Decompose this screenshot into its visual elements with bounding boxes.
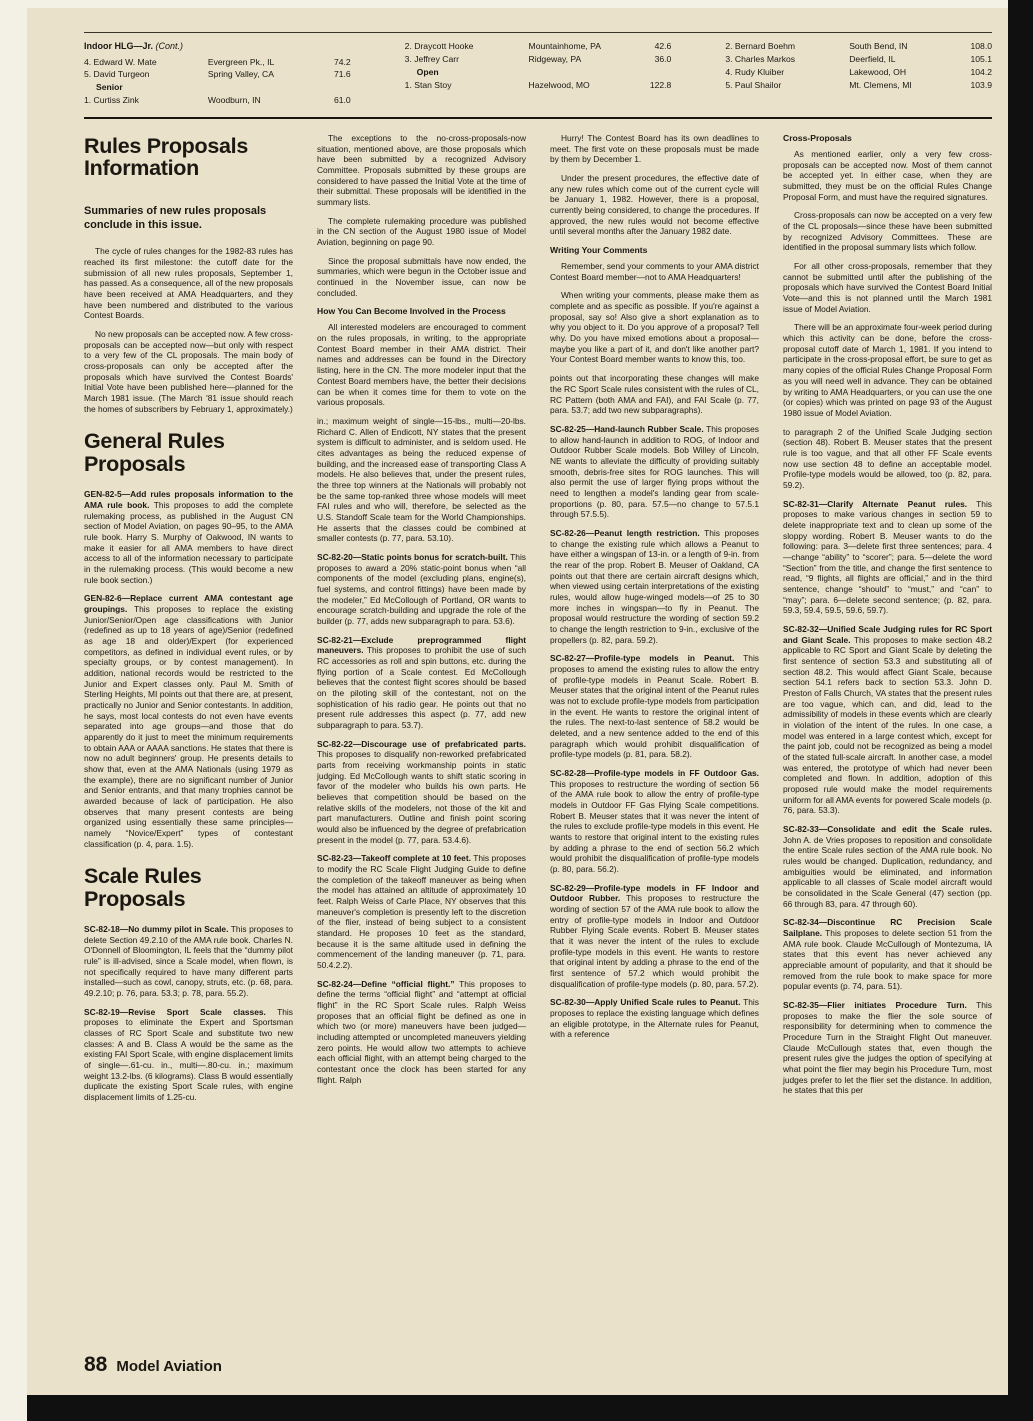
- proposal-text: This proposes to modify the RC Scale Flight Judging Guide to define the completion of the takeoff maneuver as being when the model has attained an altitude of approximately 10 feet. Ralph Weiss of Carle Place, NY observes that this maneuver's completion is presently left to the discretion of the flier, instead of being subject to a consistent standard. He proposes 10 feet as the standard, because it is the same altitude used in defining the commencement of the landing maneuver (p. 71, para. 50.4.2.2).: [317, 853, 526, 971]
- proposal-id: SC-82-35—Flier initiates Procedure Turn.: [783, 1000, 967, 1011]
- results-heading-text: Indoor HLG—Jr.: [84, 41, 154, 51]
- page-content: [27, 8, 1008, 1345]
- proposal-text: This proposes to award a 20% static-point bonus when “all components of the model (excluding plans, engine(s), fuel systems, and control fittings) have been made by the modeler,” Ed McCollough of Portland, OR wants to encourage scratch-building and upgrade the role of the builder (p. 77, adds new subparagraph to para. 53.6).: [317, 551, 526, 626]
- page-footer: [84, 1353, 222, 1377]
- competitor-name: 5. Paul Shailor: [725, 79, 782, 90]
- competitor-name: 2. Bernard Boehm: [725, 41, 796, 51]
- proposal-id: SC-82-23—Takeoff complete at 10 feet.: [317, 853, 471, 864]
- competitor-location: Deerfield, IL: [849, 53, 896, 64]
- proposal-item: [783, 917, 992, 992]
- competitor-location: Lakewood, OH: [849, 66, 907, 77]
- proposal-item: [550, 883, 759, 990]
- proposal-text: This proposes to disqualify non-reworked prefabricated parts from receiving workmanship points in static judging. Ed McCollough wants to shift static scoring in favor of the modeler who builds his own parts. He believes that competition should be based on the relative skills of the modelers, not those of the kit and part manufacturers. Outline and finish point scoring would also be influenced by the degree of prefabrication present in the model (p. 77, para. 53.4.6).: [317, 749, 526, 845]
- proposal-item: [84, 593, 293, 849]
- competitor-location: Spring Valley, CA: [207, 69, 274, 80]
- proposal-item: [317, 979, 526, 1086]
- intro-paragraph: Hurry! The Contest Board has its own deadlines to meet. The first vote on these proposals must be made by them by December 1.: [550, 133, 759, 165]
- article-deck: Summaries of new rules proposals conclude in this issue.: [84, 204, 267, 232]
- proposal-text: This proposes to allow hand-launch in addition to ROG, of Indoor and Outdoor Rubber Scale models. Bob Willey of Lincoln, NE wants to alleviate the difficulty of providing suitably smooth, debris-free sites for ROG launches. This will also permit the use of larger flying props without the need to lengthen a model's landing gear from scale-proportions (p. 80, para. 57.5—no change to 57.5.1 through 57.5.5).: [550, 423, 759, 520]
- result-row: [725, 53, 992, 66]
- proposal-continuation: points out that incorporating these changes will make the RC Sport Scale rules consistent with the rules of CL, RC Pattern (both AMA and FAI), and FAI Scale (p. 77, para. 53.7; add two new subparagraphs).: [550, 373, 759, 416]
- intro-paragraph: The complete rulemaking procedure was published in the CN section of the August 1980 issue of Model Aviation, beginning on page 90.: [317, 215, 526, 248]
- proposal-text: This proposes to make section 48.2 applicable to RC Sport and Giant Scale by deleting the first sentence of section 53.3 and substituting all of section 48.2. This would affect Giant Scale, because section 54.1 refers back to section 53.3. John D. Preston of Falls Church, VA states that the present rules are too vague, which can, and did, lead to the admissibility of models in these events which are clearly in violation of the intent of the rules. In one case, a model was entered in a large contest which, except for the paint job, could not be recognized as being a model of the stated full-scale aircraft. In another case, a model was entered, the prototype of which had never been completed and flown. In addition, adoption of this proposed rule would make the model requirements uniform for all AMA events for powered Scale models (p. 76, para. 53.3).: [783, 634, 992, 816]
- results-group-1: [84, 40, 351, 107]
- proposal-item: [783, 1000, 992, 1096]
- title-line: Information: [84, 156, 199, 181]
- column-3: [550, 133, 759, 1345]
- intro-paragraph: The cycle of rules changes for the 1982-83 rules has reached its first milestone: the cutoff date for the submission of all new rules proposals, September 1, has passed. As a consequence, all of the new proposals have been received at AMA Headquarters, and they have been numbered and distributed to the various Contest Boards.: [84, 246, 293, 321]
- proposal-text: This proposes to make various changes in section 59 to delete inappropriate text and to clean up some of the sloppy wording. Robert B. Meuser wants to do the following: para. 3—delete first three sentences; para. 4—change “ability” to “scorer”; para. 5—delete the word “Section” from the title, and change the first sentence to read, “9 flights, all flights are official,” and in the third sentence, change “should” to “must,” and “can” to “may”; para. 6—delete second sentence; (p. 82, para. 59.3, 59.4, 59.5, 59.6, 59.7).: [783, 498, 992, 616]
- top-rule: [84, 32, 992, 33]
- proposal-item: [317, 853, 526, 970]
- competitor-name: 3. Jeffrey Carr: [404, 53, 459, 64]
- intro-paragraph: Under the present procedures, the effective date of any new rules which come out of the current cycle will be January 1, 1982. However, there is a proposal, currently being considered, to change the procedures. If approved, the new rules would not become effective until several months after the January 1982 date.: [550, 173, 759, 237]
- proposal-text: This proposes to replace the existing language which defines an eligible prototype, in the Alternate rules for Peanut, with a reference: [550, 997, 759, 1040]
- proposal-id: SC-82-30—Apply Unified Scale rules to Peanut.: [550, 997, 741, 1008]
- proposal-text: This proposes to make the flier the sole source of responsibility for determining when to commence the Procedure Turn in the Straight Flight Out maneuver. Claude McCullough states that, even though the present rules give the judges the option of specifying at what point the flier may begin his Procedure Turn, most judges prefer to let the flier set the distance. In addition, he states that this per: [783, 1000, 992, 1096]
- proposal-id: GEN-82-5—Add rules proposals information to the AMA rule book.: [84, 489, 293, 510]
- intro-paragraph: As mentioned earlier, only a very few cross-proposals can be accepted now. Most of them cannot be accepted yet. In either case, when they are submitted, they must be on the official Rules Change Proposal Form, and must have the required signatures.: [783, 149, 992, 202]
- results-heading-cont: (Cont.): [155, 41, 184, 51]
- proposal-item: [783, 499, 992, 616]
- proposal-item: [783, 624, 992, 816]
- intro-paragraph: All interested modelers are encouraged to comment on the rules proposals, in writing, to the appropriate Contest Board member in their AMA district. Their names and addresses can be found in the Directory listing, here in the CN. The more modeler input that the Contest Board members have, the better their decisions can be when it comes time for them to vote on the various proposals.: [317, 322, 526, 408]
- proposal-continuation: to paragraph 2 of the Unified Scale Judging section (section 48). Robert B. Meuser states that the present rule is too vague, and that all other FF Scale events now use section 48 to define an acceptable model. Profile-type models would be allowed, too (p. 82, para. 59.2).: [783, 426, 992, 490]
- results-group-2: [405, 40, 672, 107]
- result-row: [725, 40, 992, 53]
- competitor-score: 61.0: [333, 95, 351, 106]
- results-heading: [84, 40, 351, 54]
- proposal-item: [550, 528, 759, 645]
- intro-paragraph: No new proposals can be accepted now. A few cross-proposals can be accepted now—but only with respect to a very few of the CL proposals. The main body of cross-proposals can only be accepted after the proposals which have survived the Contest Boards' Initial Vote have been published here—planned for the March 1981 issue. (The March '81 issue should reach the homes of subscribers by February 1, approximately.): [84, 329, 293, 414]
- intro-paragraph: There will be an approximate four-week period during which this activity can be done, before the cross-proposal cutoff date of March 1, 1981. If you intend to participate in the cross-proposal effort, be sure to get as many copies of the official Rules Change Proposal Form as you will need well in advance. They can be obtained by writing to AMA Headquarters, or you can use the one (or copies) which was printed on page 93 of the August 1980 issue of Model Aviation.: [783, 322, 992, 418]
- proposal-text: This proposes to restructure the wording of section 56 of the AMA rule book to allow the entry of profile-type models in Outdoor FF Gas Flying Scale competitions. Robert B. Meuser states that it was never the intent of the rules to exclude profile-type models in this event. He wants to restore that original intent to the existing rules by adding a phrase to the end of section 56.2 which would prohibit the disqualification of profile-type models (p. 80, para. 56.2).: [550, 778, 759, 875]
- competitor-score: 122.8: [649, 79, 672, 90]
- intro-paragraph: When writing your comments, please make them as complete and as specific as possible. If you're against a proposal, say so! Also give a short explanation as to why you object to it. Do you approve of a proposal? Tell why. Do you have mixed emotions about a proposal—maybe you like a part of it, and don't like another part? Your Contest Board member wants to know this, too.: [550, 290, 759, 365]
- column-1: [84, 133, 293, 1345]
- magazine-page: [27, 8, 1008, 1395]
- section-divider-rule: [84, 117, 992, 119]
- proposal-id: SC-82-31—Clarify Alternate Peanut rules.: [783, 498, 968, 509]
- intro-paragraph: Remember, send your comments to your AMA district Contest Board member—not to AMA Headquarters!: [550, 261, 759, 282]
- title-line: Proposals: [84, 451, 186, 476]
- proposal-id: SC-82-29—Profile-type models in FF Indoor and Outdoor Rubber.: [550, 882, 759, 904]
- competitor-score: 74.2: [333, 56, 351, 67]
- proposal-item: [317, 635, 526, 731]
- intro-paragraph: Since the proposal submittals have now ended, the summaries, which were begun in the October issue and continued in the November issue, can now be concluded.: [317, 255, 526, 298]
- title-line: Scale Rules: [84, 864, 202, 889]
- title-line: General Rules: [84, 429, 225, 454]
- competitor-score: 108.0: [970, 41, 993, 51]
- right-edge-bar: [1008, 0, 1033, 1421]
- proposal-id: SC-82-26—Peanut length restriction.: [550, 527, 700, 538]
- proposal-id: SC-82-19—Revise Sport Scale classes.: [84, 1006, 266, 1017]
- article-columns: [84, 133, 992, 1345]
- proposal-continuation: in.; maximum weight of single—15-lbs., multi—20-lbs. Richard C. Allen of Endicott, NY states that the present system is difficult to administer, and is seldom used. He cites advantages as being the reduced expense of building, and the increased ease of transporting Class A models. He also believes that, under the present rules, the three top winners at the Nationals will probably not be the same top-ranked three whose models will meet FAI rules and who will, therefore, be selected as the U.S. Standoff Scale team for the World Championships. He asserts that the classes could be combined at smaller contests (p. 77, para. 53.10).: [317, 415, 526, 544]
- proposal-item: [84, 489, 293, 585]
- bottom-edge-bar: [27, 1395, 1033, 1421]
- proposal-item: [550, 653, 759, 760]
- magazine-title: Model Aviation: [116, 1358, 222, 1375]
- competitor-name: 1. Curtiss Zink: [84, 95, 139, 106]
- competitor-score: 36.0: [654, 53, 672, 64]
- proposal-item: [550, 768, 759, 875]
- proposal-text: This proposes to define the terms “official flight” and “attempt at official flight” in the RC Sport Scale rules. Ralph Weiss proposes that an official flight be defined as one in which two (or more) maneuvers have been judged—including attempted or uncompleted maneuvers yielding zero points. He would allow two attempts to achieve each official flight, with an attempt being charged to the contestant once the clock has been started for any flight. Ralph: [317, 978, 526, 1085]
- proposal-item: [84, 1007, 293, 1103]
- competitor-location: Ridgeway, PA: [528, 53, 582, 64]
- result-row: [405, 53, 672, 66]
- competitor-location: Evergreen Pk., IL: [207, 56, 275, 67]
- competitor-name: 2. Draycott Hooke: [404, 41, 474, 51]
- contest-results-table: [84, 38, 992, 111]
- class-subhead-senior: Senior: [96, 82, 123, 93]
- competitor-name: 5. David Turgeon: [84, 69, 150, 80]
- proposal-text: This proposes to amend the existing rules to allow the entry of profile-type models in Peanut Scale. Robert B. Meuser states that the original intent of the Peanut rules was not to exclude profile-type models from participation in the event. He wants to restore the original intent of the rules. The next-to-last sentence of 58.2 would be deleted, and a new sentence added to the end of this paragraph which would prohibit disqualification of profile-type models (p. 81, para. 58.2).: [550, 653, 760, 760]
- proposal-id: GEN-82-6—Replace current AMA contestant age groupings.: [84, 593, 293, 614]
- result-row: [725, 66, 992, 79]
- proposal-item: [550, 424, 759, 520]
- proposal-id: SC-82-34—Discontinue RC Precision Scale Sailplane.: [783, 917, 992, 939]
- results-group-3: [725, 40, 992, 107]
- competitor-name: 4. Edward W. Mate: [84, 56, 157, 67]
- proposal-text: This proposes to change the existing rule which allows a Peanut to have either a wingspan of 13-in. or a length of 9-in. from the rear of the prop. Robert B. Meuser of Oakland, CA points out that there are certain aircraft designs which, when viewed using certain interpretations of the existing rules, would allow huge-winged models—of 25 to 30 more inches in wingspan—to fly in Peanut. The proposal would restructure the wording of section 59.2 to change the length restriction to 9-in., exclusive of the propellers (p. 82, para. 59.2).: [550, 527, 759, 645]
- result-row: [84, 94, 351, 107]
- column-2: [317, 133, 526, 1345]
- proposal-text: This proposes to add the complete rulemaking process, as published in the August CN section of Model Aviation, on pages 90–95, to the AMA rule book. Harry S. Murphy of Oakwood, IN wants to make it easier for all AMA members to have direct access to all of the information necessary to participate in the rulemaking process. (This would become a new rule book section.): [84, 499, 293, 585]
- proposal-item: [317, 739, 526, 846]
- proposal-text: This proposes to eliminate the Expert and Sportsman classes of RC Sport Scale and substitute two new classes: A and B. Class A would be the same as the existing FAI Sport Scale, with engine displacement limits of single—.61-cu. in., multi—.80-cu. in.; maximum weight 13.2-lbs. (6 kilograms). Class B would essentially duplicate the existing Sport Scale rules, with engine displacement limits of 1.25-cu.: [84, 1006, 294, 1103]
- proposal-text: This proposes to prohibit the use of such RC accessories as roll and spin buttons, etc. during the flying portion of a Scale contest. Ed McCollough believes that the contest flight scores should be based on the piloting skill of the contestant, not on the sophistication of his radio gear. He points out that no present rule addresses this aspect (p. 77, add new subparagraph to para. 53.7).: [317, 645, 526, 730]
- competitor-name: 4. Rudy Kluiber: [725, 66, 785, 77]
- result-row: [725, 79, 992, 92]
- section-title-scale-rules-proposals: [84, 865, 293, 910]
- proposal-text: This proposes to delete section 51 from the AMA rule book. Claude McCullough of Montezuma, IA states that this event has never achieved any appreciable amount of popularity, and that it should be removed from the rule book to make space for more popular events (p. 74, para. 51).: [783, 928, 992, 992]
- proposal-id: SC-82-24—Define “official flight.”: [317, 978, 455, 989]
- proposal-text: This proposes to delete Section 49.2.10 of the AMA rule book. Charles N. O'Donnell of Bloomington, IL feels that the “dummy pilot rule” is ill-advised, since a Scale model, when flown, is not specifically required to have many different parts installed—such as cowl, canopy, struts, etc. (p. 68, para. 49.2.10; p. 76, para. 53.3; p. 78, para. 55.2).: [84, 924, 293, 999]
- competitor-location: South Bend, IN: [849, 41, 908, 51]
- title-line: Proposals: [84, 886, 186, 911]
- class-subhead-open: Open: [416, 66, 439, 77]
- proposal-id: SC-82-33—Consolidate and edit the Scale rules.: [783, 824, 992, 835]
- competitor-location: Mt. Clemens, MI: [849, 79, 912, 90]
- competitor-score: 104.2: [970, 66, 993, 77]
- article-title-rules-proposals-information: [84, 135, 293, 180]
- result-row: [405, 79, 672, 92]
- title-line: Rules Proposals: [84, 134, 248, 159]
- intro-paragraph: The exceptions to the no-cross-proposals-now situation, mentioned above, are those proposals which have been submitted by a recognized Advisory Committee. Proposals submitted by these groups are considered to have passed the Initial Vote at the time of their submittal. These proposals will be identified in the summary lists.: [317, 133, 526, 208]
- competitor-name: 1. Stan Stoy: [404, 79, 452, 90]
- proposal-item: [550, 997, 759, 1040]
- proposal-id: SC-82-32—Unified Scale Judging rules for RC Sport and Giant Scale.: [783, 623, 992, 645]
- subhead-writing-your-comments: Writing Your Comments: [550, 245, 648, 256]
- subhead-how-you-can-become-involved: How You Can Become Involved in the Process: [317, 306, 506, 317]
- intro-paragraph: For all other cross-proposals, remember that they cannot be submitted until after the publishing of the proposals which have survived the Contest Board Initial Vote—and this is not planned until the March 1981 issue of Model Aviation.: [783, 261, 992, 314]
- subhead-cross-proposals: Cross-Proposals: [783, 133, 852, 144]
- page-number: 88: [84, 1353, 108, 1376]
- proposal-id: SC-82-20—Static points bonus for scratch-built.: [317, 551, 508, 562]
- proposal-text: This proposes to restructure the wording of section 57 of the AMA rule book to allow the entry of profile-type models in Indoor and Outdoor Rubber Flying Scale events. Robert B. Meuser states that it was never the intent of the rules to exclude profile-type models in this event. He wants to restore that original intent by adding a phrase to the end of the first sentence of 57.2 which would prohibit the disqualification of profile-type models (p. 80, para. 57.2).: [550, 893, 759, 989]
- competitor-location: Mountainhome, PA: [528, 41, 601, 51]
- competitor-name: 3. Charles Markos: [725, 53, 796, 64]
- proposal-id: SC-82-18—No dummy pilot in Scale.: [84, 924, 229, 935]
- competitor-score: 103.9: [970, 79, 993, 90]
- competitor-score: 105.1: [970, 53, 993, 64]
- intro-paragraph: Cross-proposals can now be accepted on a very few of the CL proposals—since these have been submitted by recognized Advisory Committees. These are identified in the proposal summary lists which follow.: [783, 210, 992, 253]
- result-row: [84, 68, 351, 81]
- proposal-text: John A. de Vries proposes to reposition and consolidate the entire Scale rules section of the AMA rule book. No rules would be changed. Duplication, redundancy, and ambiguities would be eliminated, and information applicable to all classes of Scale model aircraft would be consolidated in the Scale General (47) section (pp. 66 through 83, para. 47 through 60).: [783, 834, 992, 909]
- competitor-location: Hazelwood, MO: [528, 79, 590, 90]
- proposal-id: SC-82-27—Profile-type models in Peanut.: [550, 653, 735, 664]
- proposal-id: SC-82-25—Hand-launch Rubber Scale.: [550, 423, 704, 434]
- proposal-item: [317, 552, 526, 627]
- proposal-text: This proposes to replace the existing Junior/Senior/Open age classifications with Junior (redefined as up to 18 years of age)/Senior (redefined as age 18 and older)/Expert (for experienced competitors, as defined in individual event rules, or by specialty groups, or by contest management). In addition, national records would be restricted to the Junior and Expert classes only. Paul M. Smith of Sterling Heights, MI points out that there are, at present, practically no Junior and Senior contestants. In addition, he says, most local contests do not even have events separated into age groups—and those that do apparently do it just to meet the minimum requirements to obtain AAA or AAAA sanctions. He states that there is now no adult beginners' group. He presents details to show that, even at the AMA Nationals (using 1979 as the example), there are no significant number of Junior and Senior entrants, and that many trophies cannot be awarded because of lack of participation. He also observes that many present contests are being organized using essentially these same principles—namely “Novice/Expert” types of contestant classification (p. 4, para. 1.5).: [84, 603, 293, 849]
- competitor-score: 42.6: [654, 41, 672, 51]
- competitor-location: Woodburn, IN: [207, 95, 261, 106]
- section-title-general-rules-proposals: [84, 430, 293, 475]
- result-row: [84, 56, 351, 69]
- proposal-item: [783, 824, 992, 909]
- proposal-item: [84, 924, 293, 999]
- competitor-score: 71.6: [333, 69, 351, 80]
- column-4: [783, 133, 992, 1345]
- proposal-id: SC-82-21—Exclude preprogrammed flight maneuvers.: [317, 634, 526, 656]
- proposal-id: SC-82-22—Discourage use of prefabricated parts.: [317, 738, 526, 749]
- result-row: [405, 40, 672, 53]
- proposal-id: SC-82-28—Profile-type models in FF Outdoor Gas.: [550, 768, 759, 778]
